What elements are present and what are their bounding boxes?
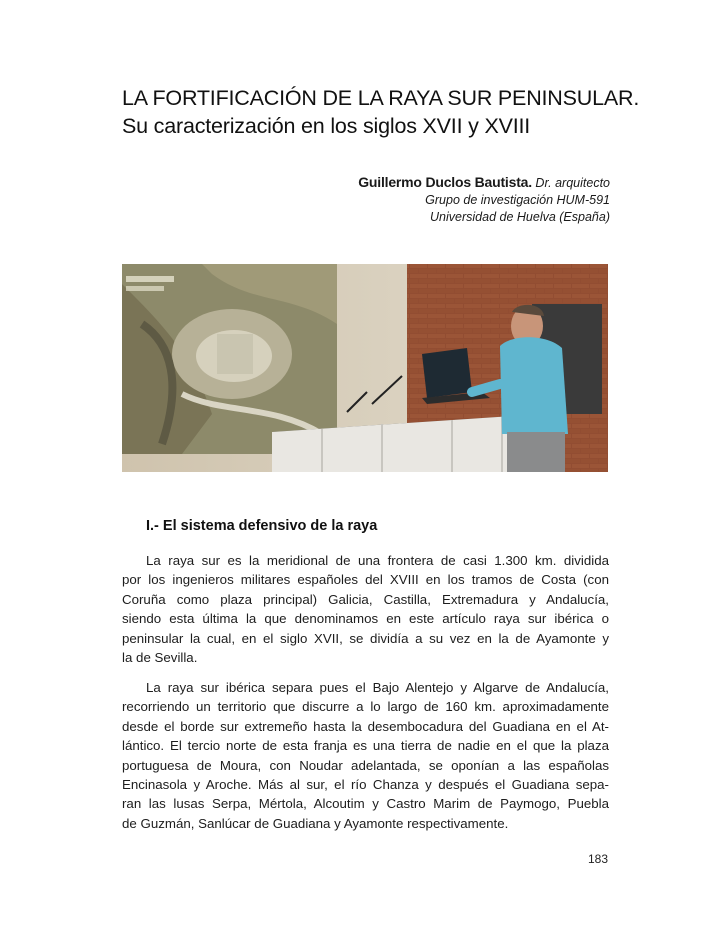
paragraph-line: recorriendo un territorio que discurre a lo largo de 160 km. aproximadamente	[122, 699, 609, 715]
paragraph-line: siendo esta última la que denominamos en este artículo raya sur ibérica o	[122, 611, 609, 627]
title-line-2: Su caracterización en los siglos XVII y XVIII	[122, 114, 531, 138]
paragraph-line: La raya sur ibérica separa pues el Bajo Alentejo y Algarve de Andalucía,	[146, 680, 609, 695]
author-research-group: Grupo de investigación HUM-591	[425, 193, 610, 207]
paragraph-line: la de Sevilla.	[122, 650, 198, 666]
paragraph-line: de Guzmán, Sanlúcar de Guadiana y Ayamonte respectivamente.	[122, 815, 509, 831]
conference-photo-icon	[122, 264, 608, 472]
title-line-1: LA FORTIFICACIÓN DE LA RAYA SUR PENINSULAR.	[122, 86, 640, 110]
body-paragraph-2	[122, 678, 609, 833]
paragraph-line: Encinasola y Aroche. Más al sur, el río Chanza y después el Guadiana sepa-	[122, 777, 609, 793]
section-heading: I.- El sistema defensivo de la raya	[146, 518, 378, 534]
author-name-line	[358, 174, 610, 192]
author-block	[358, 174, 610, 226]
body-paragraph-1	[122, 551, 609, 667]
paragraph-line: lántico. El tercio norte de esta franja es una tierra de nadie en el que la plaza	[122, 738, 609, 754]
article-title	[122, 84, 640, 140]
page-number: 183	[587, 852, 608, 866]
paragraph-line: La raya sur es la meridional de una frontera de casi 1.300 km. dividida	[146, 553, 609, 568]
paragraph-line: desde el borde sur extremeño hasta la desembocadura del Guadiana en el At-	[122, 718, 609, 734]
conference-photo	[122, 264, 608, 472]
paragraph-line: peninsular la cual, en el siglo XVII, se dividía a su vez en la de Ayamonte y	[122, 630, 609, 646]
paragraph-line: portuguesa de Moura, con Noudar adelantada, se oponían a las españolas	[122, 757, 609, 773]
paragraph-line: Coruña como plaza principal) Galicia, Castilla, Extremadura y Andalucía,	[122, 591, 609, 607]
author-university: Universidad de Huelva (España)	[430, 210, 610, 224]
author-role: Dr. arquitecto	[531, 176, 610, 190]
author-name: Guillermo Duclos Bautista.	[358, 174, 532, 190]
paragraph-line: ran las lusas Serpa, Mértola, Alcoutim y Castro Marim de Paymogo, Puebla	[122, 796, 609, 812]
paragraph-line: por los ingenieros militares españoles del XVIII en los tramos de Costa (con	[122, 572, 609, 588]
